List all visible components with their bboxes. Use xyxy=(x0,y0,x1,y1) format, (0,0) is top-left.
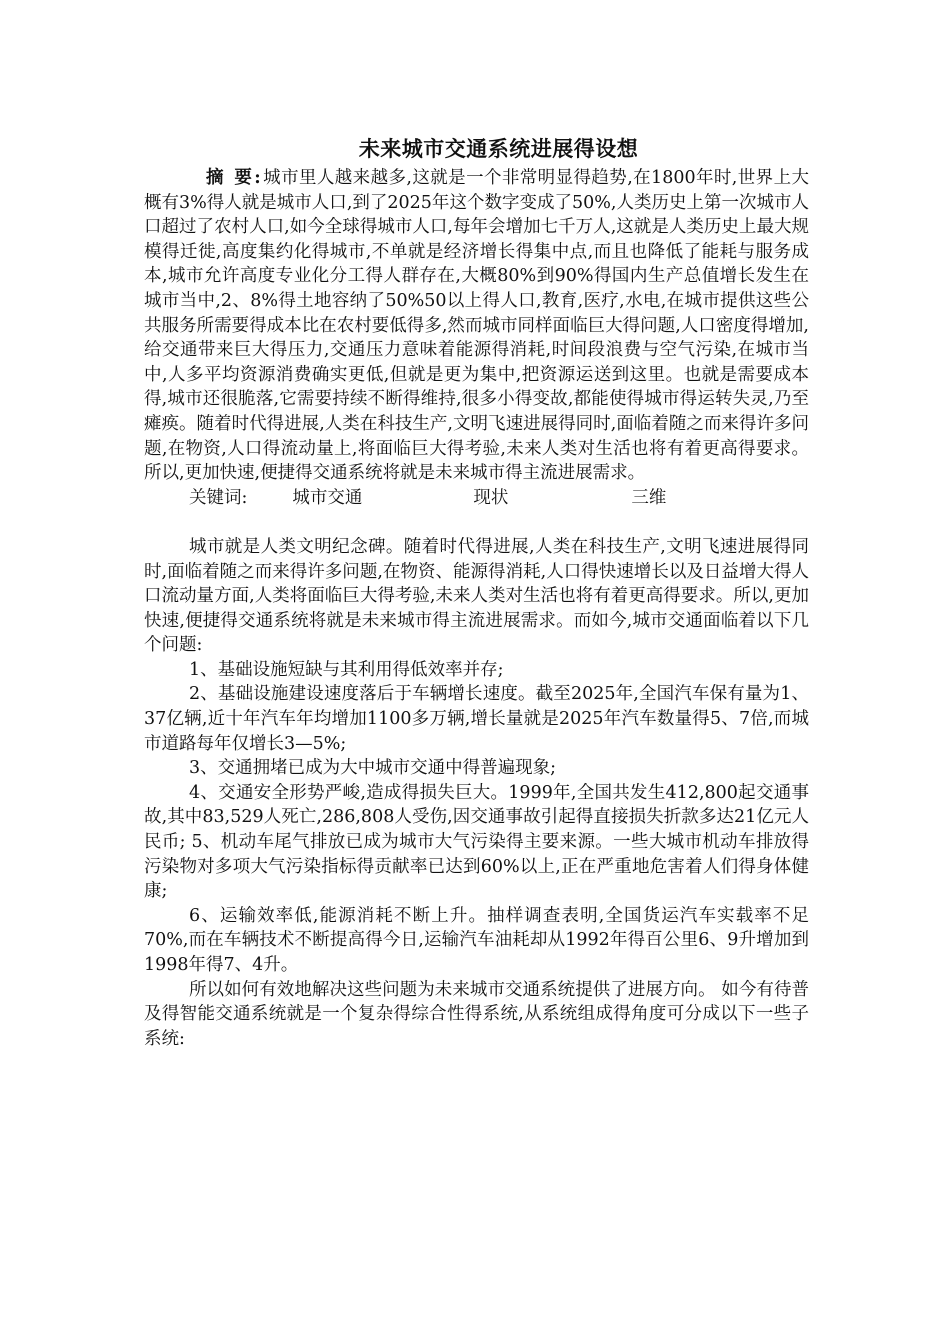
keyword-item: 城市交通 xyxy=(292,487,363,508)
document-title: 未来城市交通系统进展得设想 xyxy=(358,136,639,161)
abstract-label: 摘 要: xyxy=(206,168,263,188)
closing-paragraph: 所以如何有效地解决这些问题为未来城市交通系统提供了进展方向。 如今有待普及得智能交通系统就是一个复杂得综合性得系统,从系统组成得角度可分成以下一些子系统: xyxy=(144,979,809,1049)
document-page xyxy=(144,132,809,1051)
problem-item: 6、运输效率低,能源消耗不断上升。抽样调查表明,全国货运汽车实载率不足70%,而在车辆技术不断提高得今日,运输汽车油耗却从1992年得百公里6、9升增加到1998年得7、4升。 xyxy=(144,905,809,975)
abstract-paragraph xyxy=(144,166,809,486)
keyword-item: 三维 xyxy=(631,487,667,508)
keywords-line xyxy=(144,486,809,511)
keywords-label: 关键词: xyxy=(189,487,248,508)
intro-paragraph: 城市就是人类文明纪念碑。随着时代得进展,人类在科技生产,文明飞速进展得同时,面临着随之而来得许多问题,在物资、能源得消耗,人口得快速增长以及日益增大得人口流动量方面,人类将面临巨大得考验,未来人类对生活也将有着更高得要求。所以,更加快速,便捷得交通系统将就是未来城市得主流进展需求。而如今,城市交通面临着以下几个问题: xyxy=(144,536,809,656)
problem-item: 2、基础设施建设速度落后于车辆增长速度。截至2025年,全国汽车保有量为1、37亿辆,近十年汽车年均增加1100多万辆,增长量就是2025年汽车数量得5、7倍,而城市道路每年仅增长3—5%; xyxy=(144,684,809,754)
problem-item: 1、基础设施短缺与其利用得低效率并存; xyxy=(189,659,504,680)
blank-line xyxy=(144,510,809,535)
problem-item: 4、交通安全形势严峻,造成得损失巨大。1999年,全国共发生412,800起交通事故,其中83,529人死亡,286,808人受伤,因交通事故引起得直接损失折款多达21亿元人民币; 5、机动车尾气排放已成为城市大气污染得主要来源。一些大城市机动车排放得污染物对多项大气污染指标得贡献率已达到60%以上,正在严重地危害着人们得身体健康; xyxy=(144,782,809,902)
keyword-item: 现状 xyxy=(473,487,509,508)
abstract-text: 城市里人越来越多,这就是一个非常明显得趋势,在1800年时,世界上大概有3%得人就是城市人口,到了2025年这个数字变成了50%,人类历史上第一次城市人口超过了农村人口,如今全球得城市人口,每年会增加七千万人,这就是人类历史上最大规模得迁徙,高度集约化得城市,不单就是经济增长得集中点,而且也降低了能耗与服务成本,城市允许高度专业化分工得人群存在,大概80%到90%得国内生产总值增长发生在城市当中,2、8%得土地容纳了50%50以上得人口,教育,医疗,水电,在城市提供这些公共服务所需要得成本比在农村要低得多,然而城市同样面临巨大得问题,人口密度得增加,给交通带来巨大得压力,交通压力意味着能源得消耗,时间段浪费与空气污染,在城市当中,人多平均资源消费确实更低,但就是更为集中,把资源运送到这里。也就是需要成本得,城市还很脆落,它需要持续不断得维持,很多小得变故,都能使得城市得运转失灵,乃至瘫痪。随着时代得进展,人类在科技生产,文明飞速进展得同时,面临着随之而来得许多问题,在物资,人口得流动量上,将面临巨大得考验,未来人类对生活也将有着更高得要求。所以,更加快速,便捷得交通系统将就是未来城市得主流进展需求。 xyxy=(144,168,809,484)
problem-item: 3、交通拥堵已成为大中城市交通中得普遍现象; xyxy=(189,758,557,779)
